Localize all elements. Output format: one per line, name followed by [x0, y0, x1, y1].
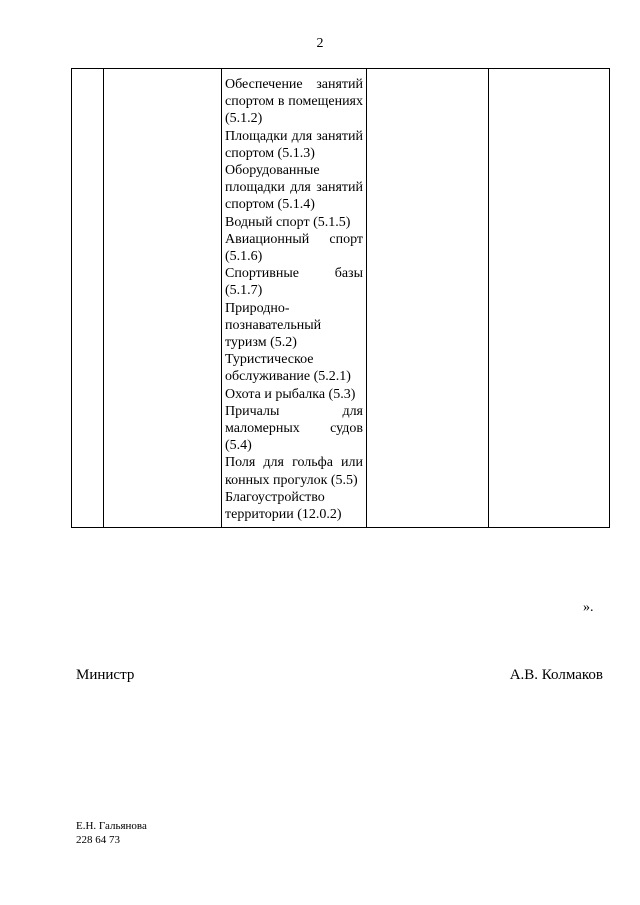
list-item: Благоустройство территории (12.0.2)	[225, 489, 342, 523]
signature-role: Министр	[76, 667, 135, 683]
signature-name: А.В. Колмаков	[509, 667, 603, 683]
list-item: Туристическое обслуживание (5.2.1)	[225, 352, 351, 385]
table-cell-number	[72, 69, 104, 528]
list-item: Обеспечение занятий спортом в помещениях (5.1.2)	[225, 77, 363, 127]
table-cell-uses	[222, 69, 367, 528]
executor-name: Е.Н. Гальянова	[76, 820, 147, 832]
uses-list	[222, 69, 366, 527]
closing-quote: ».	[583, 600, 594, 615]
list-item: Природно-познавательный туризм (5.2)	[225, 300, 322, 351]
list-item: Спортивные базы (5.1.7)	[225, 266, 363, 299]
table-cell-zone	[104, 69, 222, 528]
land-use-table	[71, 68, 610, 528]
page-number: 2	[316, 36, 324, 51]
table-cell-params	[367, 69, 489, 528]
list-item: Охота и рыбалка (5.3)	[225, 386, 356, 402]
list-item: Площадки для занятий спортом (5.1.3)	[225, 128, 363, 161]
list-item: Поля для гольфа или конных прогулок (5.5)	[225, 455, 363, 488]
list-item: Авиационный спорт (5.1.6)	[225, 231, 363, 265]
table-row	[72, 69, 610, 528]
list-item: Причалы для маломерных судов (5.4)	[225, 403, 363, 454]
list-item: Водный спорт (5.1.5)	[225, 214, 351, 230]
table-cell-notes	[489, 69, 610, 528]
executor-phone: 228 64 73	[76, 834, 120, 846]
list-item: Оборудованные площадки для занятий спортом (5.1.4)	[225, 163, 363, 213]
